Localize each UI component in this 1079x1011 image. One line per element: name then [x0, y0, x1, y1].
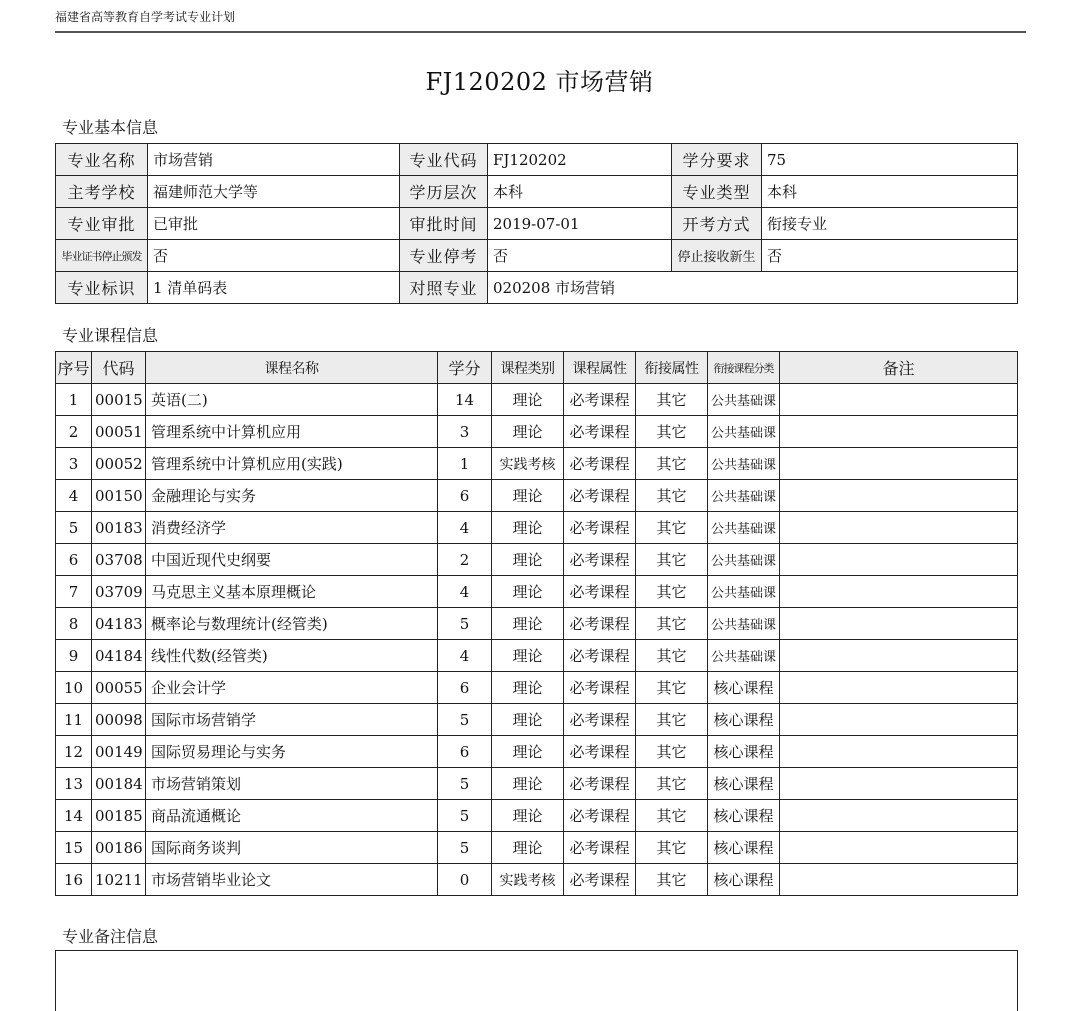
course-link-category: 公共基础课: [708, 416, 780, 448]
course-number: 13: [56, 768, 92, 800]
course-attribute: 必考课程: [564, 576, 636, 608]
table-row: [56, 544, 1018, 576]
course-note: [780, 736, 1018, 768]
course-credit: 6: [438, 736, 492, 768]
table-row: [56, 864, 1018, 896]
course-credit: 5: [438, 832, 492, 864]
course-attribute: 必考课程: [564, 864, 636, 896]
course-code: 00150: [92, 480, 146, 512]
course-name: 国际市场营销学: [146, 704, 438, 736]
course-note: [780, 800, 1018, 832]
course-number: 1: [56, 384, 92, 416]
course-attribute: 必考课程: [564, 384, 636, 416]
info-label: 学分要求: [672, 144, 762, 176]
course-number: 16: [56, 864, 92, 896]
course-credit: 4: [438, 576, 492, 608]
course-attribute: 必考课程: [564, 512, 636, 544]
table-row: [56, 384, 1018, 416]
course-attribute: 必考课程: [564, 608, 636, 640]
course-credit: 5: [438, 768, 492, 800]
course-link-category: 公共基础课: [708, 544, 780, 576]
info-label: 对照专业: [400, 272, 488, 304]
course-table: [55, 351, 1018, 896]
course-type: 实践考核: [492, 448, 564, 480]
course-type: 理论: [492, 800, 564, 832]
course-column-header: 学分: [438, 352, 492, 384]
course-number: 4: [56, 480, 92, 512]
table-row: [56, 480, 1018, 512]
course-credit: 14: [438, 384, 492, 416]
info-value: 否: [488, 240, 672, 272]
course-link-category: 核心课程: [708, 736, 780, 768]
course-credit: 5: [438, 704, 492, 736]
info-label: 毕业证书停止颁发: [56, 240, 148, 272]
course-name: 国际商务谈判: [146, 832, 438, 864]
course-code: 00183: [92, 512, 146, 544]
course-column-header: 课程名称: [146, 352, 438, 384]
course-link-attribute: 其它: [636, 736, 708, 768]
course-code: 00051: [92, 416, 146, 448]
course-name: 英语(二): [146, 384, 438, 416]
course-link-attribute: 其它: [636, 672, 708, 704]
course-name: 金融理论与实务: [146, 480, 438, 512]
course-note: [780, 608, 1018, 640]
course-attribute: 必考课程: [564, 832, 636, 864]
info-value: 市场营销: [148, 144, 400, 176]
info-value: 否: [762, 240, 1018, 272]
course-link-attribute: 其它: [636, 640, 708, 672]
table-row: [56, 416, 1018, 448]
info-label: 专业停考: [400, 240, 488, 272]
course-column-header: 代码: [92, 352, 146, 384]
table-row: [56, 736, 1018, 768]
course-link-attribute: 其它: [636, 864, 708, 896]
info-label: 审批时间: [400, 208, 488, 240]
course-link-category: 核心课程: [708, 768, 780, 800]
course-type: 实践考核: [492, 864, 564, 896]
course-type: 理论: [492, 416, 564, 448]
course-type: 理论: [492, 736, 564, 768]
course-credit: 6: [438, 480, 492, 512]
header-divider: [55, 31, 1026, 33]
course-note: [780, 384, 1018, 416]
course-type: 理论: [492, 512, 564, 544]
course-number: 3: [56, 448, 92, 480]
course-name: 市场营销毕业论文: [146, 864, 438, 896]
table-row: [56, 448, 1018, 480]
course-type: 理论: [492, 640, 564, 672]
info-row: [56, 240, 1018, 272]
course-credit: 4: [438, 512, 492, 544]
course-link-category: 核心课程: [708, 704, 780, 736]
course-type: 理论: [492, 768, 564, 800]
course-type: 理论: [492, 672, 564, 704]
info-label: 开考方式: [672, 208, 762, 240]
info-row: [56, 208, 1018, 240]
info-row: [56, 144, 1018, 176]
info-label: 主考学校: [56, 176, 148, 208]
course-link-category: 核心课程: [708, 672, 780, 704]
course-link-attribute: 其它: [636, 384, 708, 416]
course-note: [780, 864, 1018, 896]
info-value: 否: [148, 240, 400, 272]
course-note: [780, 448, 1018, 480]
course-table-header-row: [56, 352, 1018, 384]
course-type: 理论: [492, 832, 564, 864]
table-row: [56, 800, 1018, 832]
course-number: 8: [56, 608, 92, 640]
course-column-header: 课程类别: [492, 352, 564, 384]
course-code: 04183: [92, 608, 146, 640]
course-column-header: 衔接属性: [636, 352, 708, 384]
course-note: [780, 512, 1018, 544]
info-label: 专业名称: [56, 144, 148, 176]
course-code: 00015: [92, 384, 146, 416]
page-title: FJ120202 市场营销: [425, 68, 654, 96]
course-link-attribute: 其它: [636, 448, 708, 480]
course-name: 企业会计学: [146, 672, 438, 704]
course-code: 03709: [92, 576, 146, 608]
course-link-attribute: 其它: [636, 512, 708, 544]
info-label: 学历层次: [400, 176, 488, 208]
info-value: 已审批: [148, 208, 400, 240]
course-credit: 2: [438, 544, 492, 576]
course-type: 理论: [492, 704, 564, 736]
course-attribute: 必考课程: [564, 448, 636, 480]
course-note: [780, 544, 1018, 576]
course-number: 6: [56, 544, 92, 576]
course-type: 理论: [492, 576, 564, 608]
course-column-header: 备注: [780, 352, 1018, 384]
course-code: 10211: [92, 864, 146, 896]
course-link-attribute: 其它: [636, 800, 708, 832]
course-name: 概率论与数理统计(经管类): [146, 608, 438, 640]
table-row: [56, 512, 1018, 544]
course-link-category: 公共基础课: [708, 384, 780, 416]
course-attribute: 必考课程: [564, 704, 636, 736]
course-note: [780, 480, 1018, 512]
course-link-category: 公共基础课: [708, 512, 780, 544]
course-number: 9: [56, 640, 92, 672]
course-credit: 0: [438, 864, 492, 896]
table-row: [56, 608, 1018, 640]
course-link-category: 核心课程: [708, 800, 780, 832]
course-link-category: 核心课程: [708, 832, 780, 864]
course-number: 12: [56, 736, 92, 768]
info-label: 停止接收新生: [672, 240, 762, 272]
course-link-category: 公共基础课: [708, 480, 780, 512]
course-column-header: 衔接课程分类: [708, 352, 780, 384]
course-name: 市场营销策划: [146, 768, 438, 800]
course-column-header: 课程属性: [564, 352, 636, 384]
course-link-category: 公共基础课: [708, 576, 780, 608]
course-link-attribute: 其它: [636, 480, 708, 512]
course-code: 00186: [92, 832, 146, 864]
course-code: 00184: [92, 768, 146, 800]
basic-info-table: [55, 143, 1018, 304]
course-number: 10: [56, 672, 92, 704]
course-link-category: 公共基础课: [708, 640, 780, 672]
course-number: 15: [56, 832, 92, 864]
course-type: 理论: [492, 384, 564, 416]
info-row: [56, 272, 1018, 304]
course-link-category: 核心课程: [708, 864, 780, 896]
course-code: 00055: [92, 672, 146, 704]
course-credit: 5: [438, 800, 492, 832]
course-link-category: 公共基础课: [708, 608, 780, 640]
course-name: 管理系统中计算机应用(实践): [146, 448, 438, 480]
course-number: 5: [56, 512, 92, 544]
info-label: 专业代码: [400, 144, 488, 176]
course-code: 04184: [92, 640, 146, 672]
course-number: 7: [56, 576, 92, 608]
info-value: FJ120202: [488, 144, 672, 176]
course-attribute: 必考课程: [564, 800, 636, 832]
course-note: [780, 832, 1018, 864]
course-credit: 3: [438, 416, 492, 448]
notes-box: [55, 950, 1018, 1011]
course-credit: 5: [438, 608, 492, 640]
info-value: 本科: [488, 176, 672, 208]
notes-section-label: 专业备注信息: [62, 927, 159, 946]
course-number: 2: [56, 416, 92, 448]
course-note: [780, 576, 1018, 608]
course-name: 马克思主义基本原理概论: [146, 576, 438, 608]
course-attribute: 必考课程: [564, 480, 636, 512]
course-note: [780, 640, 1018, 672]
info-value: 020208 市场营销: [488, 272, 1018, 304]
table-row: [56, 640, 1018, 672]
course-attribute: 必考课程: [564, 768, 636, 800]
course-note: [780, 704, 1018, 736]
course-code: 03708: [92, 544, 146, 576]
course-number: 14: [56, 800, 92, 832]
info-label: 专业类型: [672, 176, 762, 208]
course-note: [780, 672, 1018, 704]
table-row: [56, 576, 1018, 608]
basic-info-section-label: 专业基本信息: [62, 118, 159, 137]
course-link-attribute: 其它: [636, 416, 708, 448]
course-code: 00185: [92, 800, 146, 832]
course-type: 理论: [492, 544, 564, 576]
info-label: 专业审批: [56, 208, 148, 240]
course-link-attribute: 其它: [636, 768, 708, 800]
course-code: 00052: [92, 448, 146, 480]
course-name: 消费经济学: [146, 512, 438, 544]
course-link-attribute: 其它: [636, 576, 708, 608]
course-type: 理论: [492, 608, 564, 640]
table-row: [56, 832, 1018, 864]
info-value: 衔接专业: [762, 208, 1018, 240]
course-attribute: 必考课程: [564, 544, 636, 576]
course-name: 管理系统中计算机应用: [146, 416, 438, 448]
info-value: 75: [762, 144, 1018, 176]
course-name: 国际贸易理论与实务: [146, 736, 438, 768]
course-credit: 4: [438, 640, 492, 672]
course-link-attribute: 其它: [636, 704, 708, 736]
course-link-attribute: 其它: [636, 832, 708, 864]
course-link-category: 公共基础课: [708, 448, 780, 480]
course-attribute: 必考课程: [564, 640, 636, 672]
info-value: 福建师范大学等: [148, 176, 400, 208]
course-name: 中国近现代史纲要: [146, 544, 438, 576]
course-code: 00149: [92, 736, 146, 768]
info-value: 2019-07-01: [488, 208, 672, 240]
info-value: 1 清单码表: [148, 272, 400, 304]
course-code: 00098: [92, 704, 146, 736]
course-credit: 1: [438, 448, 492, 480]
course-info-section-label: 专业课程信息: [62, 326, 159, 345]
course-column-header: 序号: [56, 352, 92, 384]
course-note: [780, 416, 1018, 448]
course-note: [780, 768, 1018, 800]
table-row: [56, 768, 1018, 800]
document-header: 福建省高等教育自学考试专业计划: [55, 10, 236, 24]
course-attribute: 必考课程: [564, 736, 636, 768]
course-link-attribute: 其它: [636, 544, 708, 576]
info-label: 专业标识: [56, 272, 148, 304]
course-number: 11: [56, 704, 92, 736]
course-attribute: 必考课程: [564, 672, 636, 704]
course-attribute: 必考课程: [564, 416, 636, 448]
course-name: 商品流通概论: [146, 800, 438, 832]
course-link-attribute: 其它: [636, 608, 708, 640]
course-type: 理论: [492, 480, 564, 512]
info-value: 本科: [762, 176, 1018, 208]
table-row: [56, 704, 1018, 736]
info-row: [56, 176, 1018, 208]
course-name: 线性代数(经管类): [146, 640, 438, 672]
table-row: [56, 672, 1018, 704]
course-credit: 6: [438, 672, 492, 704]
